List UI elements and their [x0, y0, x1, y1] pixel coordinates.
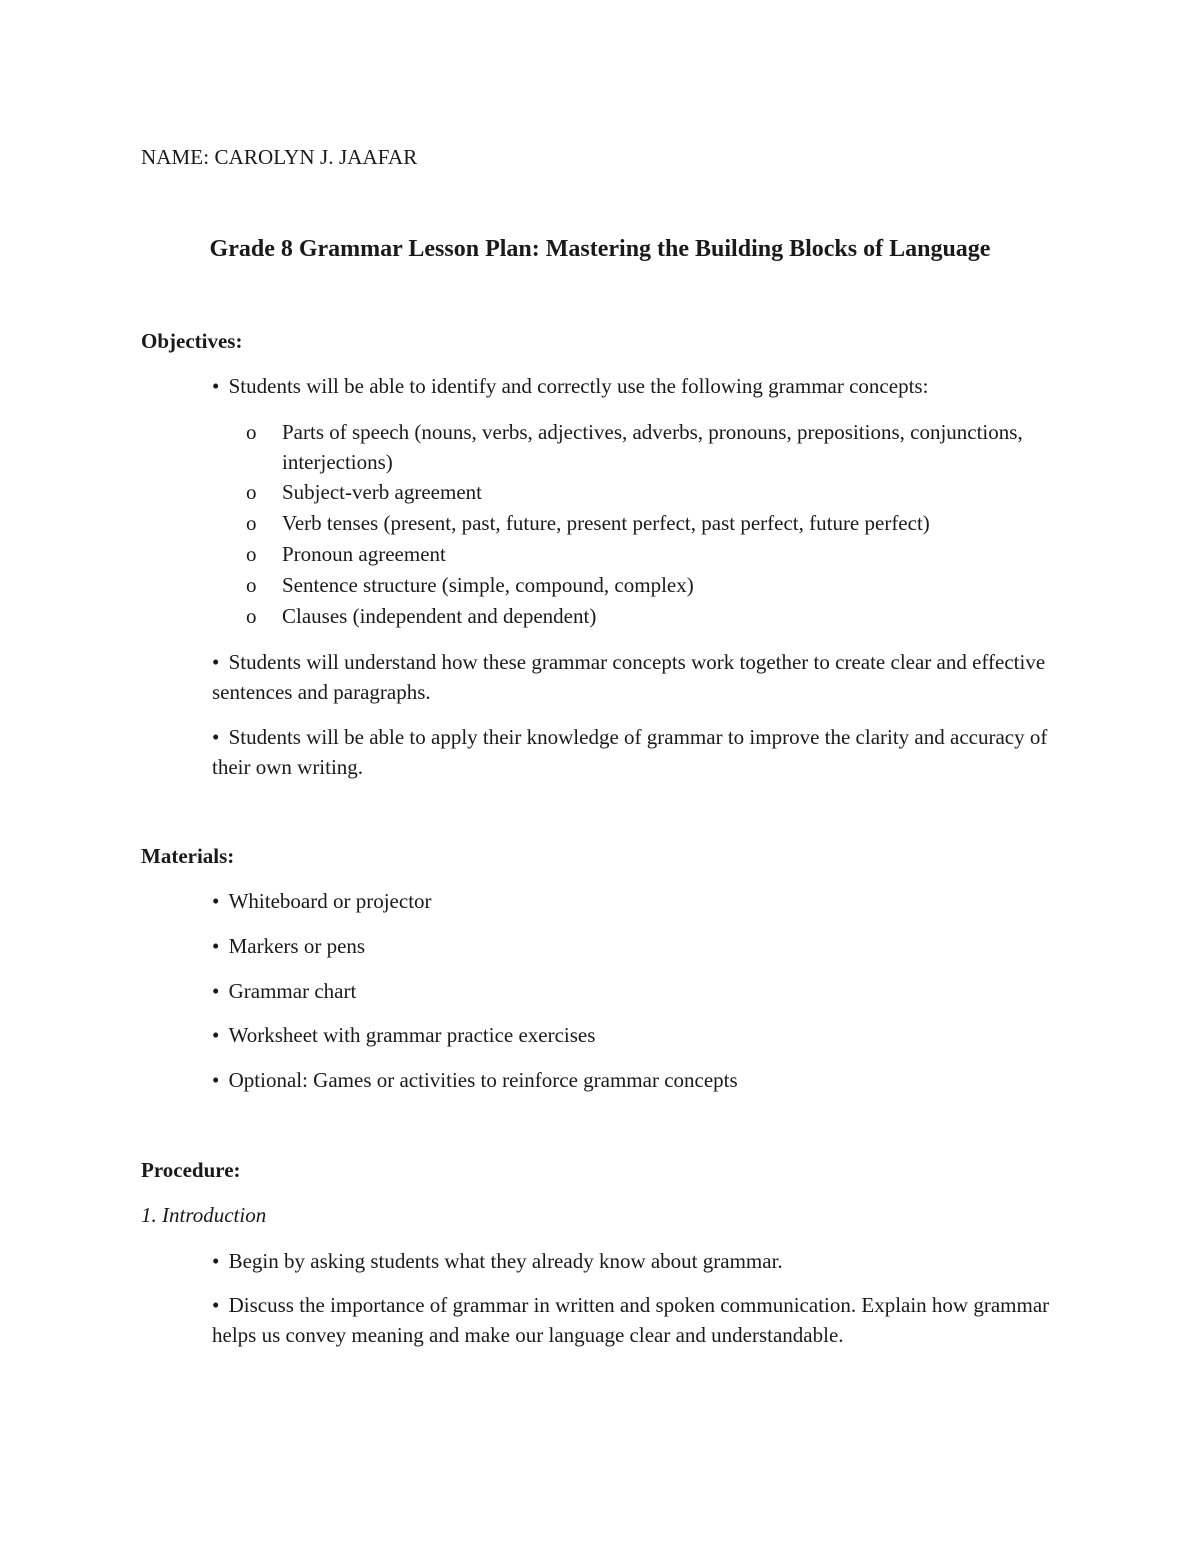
sub-item-text: Verb tenses (present, past, future, present perfect, past perfect, future perfect): [282, 511, 930, 535]
material-item: [212, 886, 1072, 916]
sub-item-text: Parts of speech (nouns, verbs, adjectives, adverbs, pronouns, prepositions, conjunctions, interjections): [282, 420, 1023, 474]
sub-marker: o: [246, 573, 257, 597]
objective-sub-item: [246, 539, 1046, 569]
lesson-plan-title: Grade 8 Grammar Lesson Plan: Mastering the Building Blocks of Language: [209, 236, 991, 262]
procedure-text: Begin by asking students what they already know about grammar.: [228, 1249, 783, 1273]
objective-sub-item: [246, 417, 1046, 477]
bullet-marker: •: [212, 374, 225, 398]
material-text: Optional: Games or activities to reinforce grammar concepts: [228, 1068, 738, 1092]
procedure-bullet: [212, 1290, 1072, 1350]
sub-marker: o: [246, 420, 257, 444]
objective-sub-item: [246, 570, 1046, 600]
material-text: Grammar chart: [228, 979, 357, 1003]
objectives-heading: Objectives:: [141, 329, 243, 353]
sub-item-text: Subject-verb agreement: [282, 480, 482, 504]
material-text: Markers or pens: [228, 934, 366, 958]
bullet-marker: •: [212, 725, 225, 749]
objective-sub-item: [246, 508, 1046, 538]
material-text: Worksheet with grammar practice exercises: [228, 1023, 596, 1047]
material-item: [212, 931, 1072, 961]
procedure-step-title: 1. Introduction: [141, 1203, 267, 1227]
bullet-marker: •: [212, 889, 225, 913]
bullet-marker: •: [212, 1293, 225, 1317]
student-name-line: NAME: CAROLYN J. JAAFAR: [141, 145, 418, 169]
sub-item-text: Pronoun agreement: [282, 542, 446, 566]
material-item: [212, 1020, 1072, 1050]
bullet-marker: •: [212, 650, 225, 674]
objective-bullet-1: [212, 371, 1072, 401]
objective-bullet-3: [212, 722, 1072, 782]
material-item: [212, 1065, 1072, 1095]
objective-sub-item: [246, 477, 1046, 507]
sub-item-text: Clauses (independent and dependent): [282, 604, 597, 628]
bullet-marker: •: [212, 979, 225, 1003]
objective-text: Students will be able to apply their knowledge of grammar to improve the clarity and accuracy of their own writing.: [212, 725, 1048, 779]
bullet-marker: •: [212, 1023, 225, 1047]
material-text: Whiteboard or projector: [228, 889, 432, 913]
objective-sub-item: [246, 601, 1046, 631]
procedure-bullet: [212, 1246, 1072, 1276]
objective-text: Students will be able to identify and correctly use the following grammar concepts:: [228, 374, 929, 398]
objective-bullet-2: [212, 647, 1072, 707]
material-item: [212, 976, 1072, 1006]
bullet-marker: •: [212, 1068, 225, 1092]
procedure-heading: Procedure:: [141, 1158, 241, 1182]
materials-heading: Materials:: [141, 844, 235, 868]
procedure-text: Discuss the importance of grammar in written and spoken communication. Explain how grammar helps us convey meaning and make our language clear and understandable.: [212, 1293, 1050, 1347]
bullet-marker: •: [212, 934, 225, 958]
objective-text: Students will understand how these grammar concepts work together to create clear and effective sentences and paragraphs.: [212, 650, 1046, 704]
sub-marker: o: [246, 604, 257, 628]
sub-marker: o: [246, 542, 257, 566]
sub-marker: o: [246, 480, 257, 504]
sub-marker: o: [246, 511, 257, 535]
sub-item-text: Sentence structure (simple, compound, complex): [282, 573, 694, 597]
bullet-marker: •: [212, 1249, 225, 1273]
